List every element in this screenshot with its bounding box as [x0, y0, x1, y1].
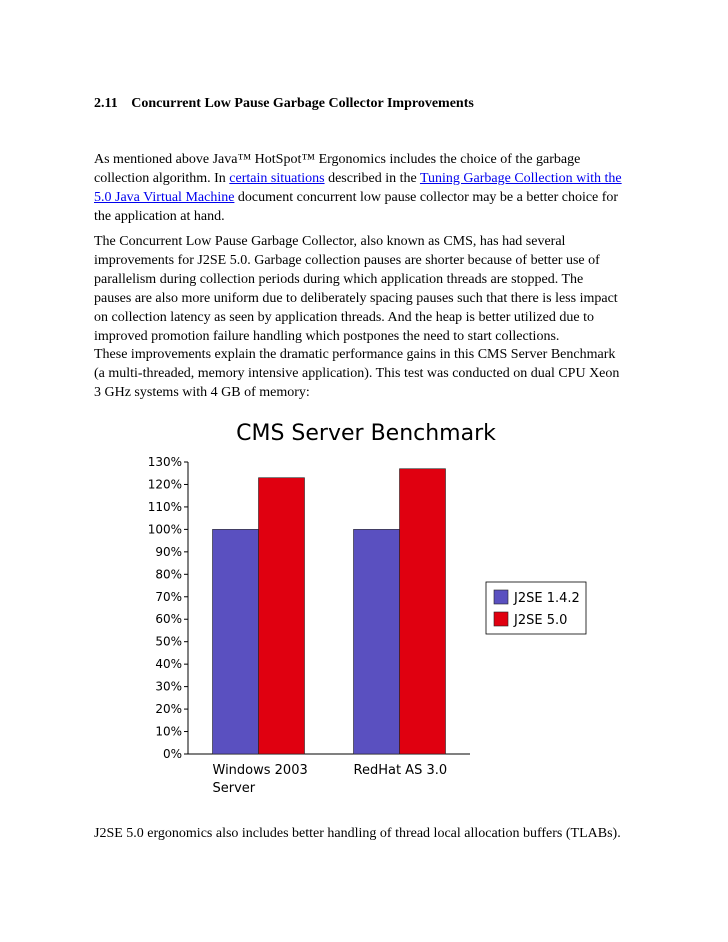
bar	[259, 478, 305, 754]
paragraph-line	[94, 169, 654, 188]
paragraph-line: 3 GHz systems with 4 GB of memory:	[94, 385, 310, 400]
text-run: collection algorithm. In	[94, 171, 230, 186]
paragraph-line: J2SE 5.0 ergonomics also includes better handling of thread local allocation buffers (TLABs).	[94, 826, 621, 841]
paragraph-line: pauses are also more uniform due to deliberately spacing pauses such that there is less impact	[94, 291, 618, 306]
certain-situations-link[interactable]: certain situations	[229, 171, 325, 186]
chart-title: CMS Server Benchmark	[236, 421, 496, 446]
y-tick-label: 40%	[155, 657, 182, 672]
section-title: Concurrent Low Pause Garbage Collector Improvements	[131, 96, 474, 111]
paragraph-line: improvements for J2SE 5.0. Garbage collection pauses are shorter because of better use of	[94, 253, 600, 268]
y-tick-label: 110%	[147, 499, 182, 514]
paragraph-cms	[94, 232, 654, 346]
section-heading	[94, 96, 474, 112]
tuning-gc-link[interactable]: Tuning Garbage Collection with the	[419, 171, 622, 186]
bar	[354, 529, 400, 754]
paragraph-line: (a multi-threaded, memory intensive application). This test was conducted on dual CPU Xeon	[94, 366, 620, 381]
text-run: described in the	[324, 171, 420, 186]
paragraph-line: the application at hand.	[94, 209, 225, 224]
bar	[213, 529, 259, 754]
legend-label: J2SE 5.0	[514, 613, 568, 628]
legend-label: J2SE 1.4.2	[514, 591, 580, 606]
paragraph-line: The Concurrent Low Pause Garbage Collector, also known as CMS, has had several	[94, 234, 566, 249]
text-run: document concurrent low pause collector may be a better choice for	[234, 190, 619, 205]
paragraph-line: on collection latency as seen by application threads. And the heap is better utilized due to	[94, 310, 594, 325]
section-number: 2.11	[94, 96, 118, 111]
bar	[400, 469, 446, 754]
x-category-label: RedHat AS 3.0	[353, 763, 448, 778]
y-tick-label: 70%	[155, 589, 182, 604]
paragraph-benchmark	[94, 345, 654, 402]
y-tick-label: 100%	[147, 522, 182, 537]
y-tick-label: 80%	[155, 567, 182, 582]
paragraph-line	[94, 188, 654, 207]
x-category-label: Windows 2003	[212, 763, 308, 778]
y-tick-label: 10%	[155, 724, 182, 739]
paragraph-intro	[94, 150, 654, 226]
y-tick-label: 0%	[162, 747, 182, 761]
paragraph-line: These improvements explain the dramatic performance gains in this CMS Server Benchmark	[94, 347, 616, 362]
paragraph-line: improved promotion failure handling which postpones the need to start collections.	[94, 329, 560, 344]
y-tick-label: 60%	[155, 612, 182, 627]
y-tick-label: 90%	[155, 544, 182, 559]
y-tick-label: 20%	[155, 702, 182, 717]
legend-swatch	[494, 590, 508, 604]
cms-benchmark-chart	[130, 410, 610, 805]
y-tick-label: 120%	[147, 477, 182, 492]
y-tick-label: 30%	[155, 679, 182, 694]
x-category-label: Server	[212, 781, 256, 796]
paragraph-tlab	[94, 824, 654, 843]
paragraph-line: parallelism during collection periods during which application threads are stopped. The	[94, 272, 584, 287]
legend-swatch	[494, 612, 508, 626]
y-tick-label: 50%	[155, 634, 182, 649]
tuning-gc-link-continued[interactable]: 5.0 Java Virtual Machine	[94, 190, 235, 205]
y-tick-label: 130%	[147, 455, 182, 469]
paragraph-line: As mentioned above Java™ HotSpot™ Ergonomics includes the choice of the garbage	[94, 152, 581, 167]
